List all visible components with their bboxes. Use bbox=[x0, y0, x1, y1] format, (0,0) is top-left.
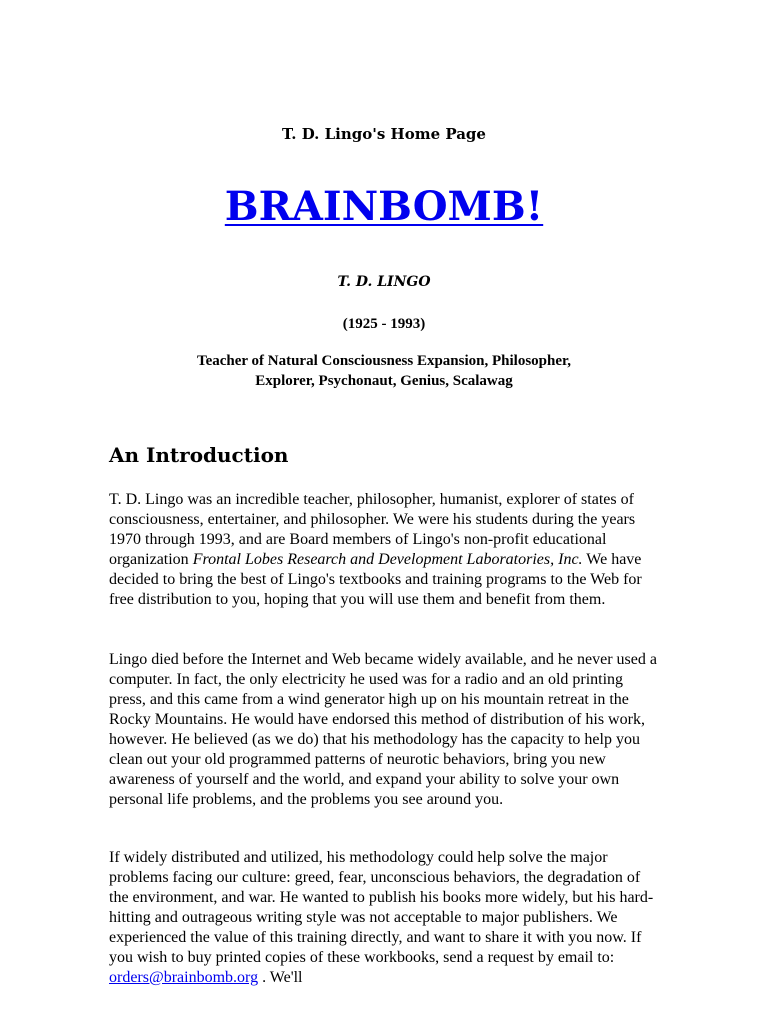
organization-name: Frontal Lobes Research and Development Laboratories, Inc. bbox=[192, 551, 583, 568]
paragraph-1-text-cont: We have decided to bring the best of Lingo's textbooks and training programs to the Web for free distribution to you, hoping that you will use them and benefit from them. bbox=[109, 551, 642, 608]
roles-line-1: Teacher of Natural Consciousness Expansion, Philosopher, bbox=[196, 353, 572, 369]
paragraph-1-text: T. D. Lingo was an incredible teacher, philosopher, humanist, explorer of states of consciousness, entertainer, and philosopher. We were his students during the years 1970 through 1993, and are Board members of Lingo's non-profit educational organization bbox=[109, 491, 636, 568]
author-name: T. D. LINGO bbox=[337, 274, 431, 290]
section-heading-introduction: An Introduction bbox=[109, 443, 289, 467]
paragraph-3-text-cont: . We'll bbox=[258, 969, 303, 986]
home-page-title: T. D. Lingo's Home Page bbox=[282, 125, 486, 143]
intro-paragraph-2: Lingo died before the Internet and Web became widely available, and he never used a computer. In fact, the only electricity he used was for a radio and an old printing press, and this came from a wind generator high up on his mountain retreat in the Rocky Mountains. He would have endorsed this method of distribution of his work, however. He believed (as we do) that his methodology has the capacity to help you clean out your old programmed patterns of neurotic behaviors, bring you new awareness of yourself and the world, and expand your ability to solve your own personal life problems, and the problems you see around you. bbox=[109, 651, 657, 808]
author-roles bbox=[0, 351, 768, 391]
orders-email-link[interactable]: orders@brainbomb.org bbox=[109, 969, 259, 986]
author-years: (1925 - 1993) bbox=[342, 316, 426, 332]
paragraph-3-text: If widely distributed and utilized, his methodology could help solve the major problems facing our culture: greed, fear, unconscious behaviors, the degradation of the environment, and war. He wanted to publish his books more widely, but his hard-hitting and outrageous writing style was not acceptable to major publishers. We experienced the value of this training directly, and want to share it with you now. If you wish to buy printed copies of these workbooks, send a request by email to: bbox=[109, 849, 654, 966]
brainbomb-link[interactable]: BRAINBOMB! bbox=[224, 183, 544, 230]
intro-paragraph-1 bbox=[109, 490, 661, 610]
roles-line-2: Explorer, Psychonaut, Genius, Scalawag bbox=[255, 373, 513, 389]
brainbomb-heading bbox=[0, 178, 768, 236]
intro-paragraph-3 bbox=[109, 848, 661, 988]
